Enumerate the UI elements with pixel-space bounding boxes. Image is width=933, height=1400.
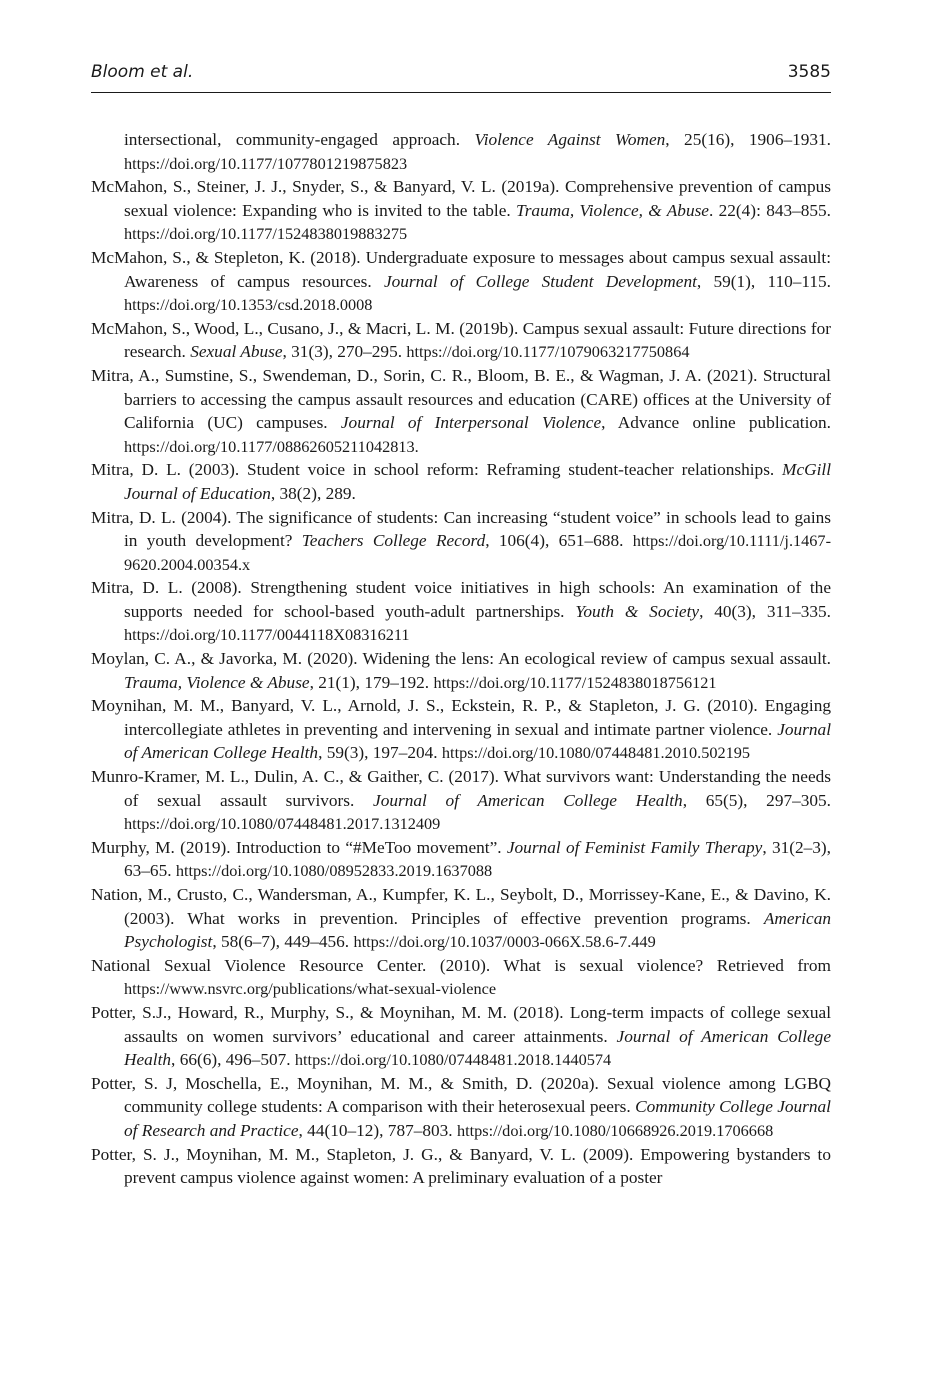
reference-doi: https://doi.org/10.1037/0003-066X.58.6-7.449	[353, 932, 656, 952]
reference-url: https://www.nsvrc.org/publications/what-sexual-violence	[124, 979, 497, 999]
reference-journal: Journal of Feminist Family Therapy	[506, 837, 763, 857]
reference-volume: , 65(5), 297–305.	[682, 790, 831, 810]
reference-entry	[91, 1143, 831, 1190]
reference-text: Munro-Kramer, M. L., Dulin, A. C., & Gaither, C. (2017). What survivors want: Understanding the needs of sexual assault survivors.	[91, 767, 831, 810]
reference-volume: , 59(3), 197–204.	[318, 743, 442, 763]
reference-journal: Sexual Abuse	[190, 342, 283, 362]
reference-entry	[91, 954, 831, 1001]
reference-doi: https://doi.org/10.1177/08862605211042813.	[124, 436, 419, 456]
reference-text: Mitra, A., Sumstine, S., Swendeman, D., Sorin, C. R., Bloom, B. E., & Wagman, J. A. (2021). Structural barriers to accessing the campus assault resources and education (CARE) offices at the University of California (UC) campuses.	[91, 365, 831, 433]
reference-text: Mitra, D. L. (2004). The significance of students: Can increasing “student voice” in schools lead to gains in youth development?	[91, 507, 831, 551]
running-header-author: Bloom et al.	[91, 62, 194, 82]
reference-journal: Teachers College Record	[301, 531, 486, 551]
reference-text: Nation, M., Crusto, C., Wandersman, A., Kumpfer, K. L., Seybolt, D., Morrissey-Kane, E., & Davino, K. (2003). What works in prevention. Principles of effective prevention programs.	[91, 885, 831, 928]
reference-entry	[91, 765, 831, 836]
reference-journal: Journal of Interpersonal Violence	[340, 413, 602, 433]
reference-entry	[91, 175, 831, 246]
reference-entry	[91, 647, 831, 694]
reference-doi: https://doi.org/10.1177/1079063217750864	[406, 342, 690, 362]
reference-text: McMahon, S., Steiner, J. J., Snyder, S., & Banyard, V. L. (2019a). Comprehensive prevention of campus sexual violence: Expanding who is invited to the table.	[91, 177, 831, 220]
reference-journal: Community College Journal of Research and Practice	[124, 1097, 831, 1140]
reference-text: Potter, S.J., Howard, R., Murphy, S., & Moynihan, M. M. (2018). Long-term impacts of college sexual assaults on women survivors’ educational and career attainments.	[91, 1002, 831, 1046]
reference-doi: https://doi.org/10.1177/1524838019883275	[124, 224, 408, 244]
reference-text: Potter, S. J, Moschella, E., Moynihan, M. M., & Smith, D. (2020a). Sexual violence among LGBQ community college students: A comparison with their heterosexual peers.	[91, 1073, 831, 1117]
reference-text: Murphy, M. (2019). Introduction to “#MeToo movement”.	[91, 837, 507, 857]
reference-doi: https://doi.org/10.1080/07448481.2010.502195	[441, 743, 751, 763]
reference-journal: Journal of American College Health	[124, 719, 831, 763]
reference-doi: https://doi.org/10.1080/07448481.2017.1312409	[124, 814, 441, 834]
reference-doi: https://doi.org/10.1177/1524838018756121	[433, 672, 717, 692]
reference-volume: , 106(4), 651–688.	[485, 531, 633, 551]
reference-entry	[91, 458, 831, 505]
page-number: 3585	[787, 62, 831, 82]
reference-entry	[91, 576, 831, 647]
reference-doi: https://doi.org/10.1080/07448481.2018.1440574	[294, 1050, 612, 1070]
reference-volume: . 22(4): 843–855.	[708, 200, 831, 220]
reference-entry	[91, 1001, 831, 1072]
reference-journal: Journal of American College Health	[124, 1026, 831, 1070]
reference-entry	[91, 506, 831, 577]
reference-journal: McGill Journal of Education	[124, 460, 831, 503]
reference-text: National Sexual Violence Resource Center. (2010). What is sexual violence? Retrieved from	[91, 955, 831, 975]
reference-journal: Trauma, Violence, & Abuse	[516, 200, 709, 220]
reference-journal: Journal of American College Health	[373, 790, 683, 810]
reference-volume: , 31(2–3), 63–65.	[124, 837, 831, 881]
reference-doi: https://doi.org/10.1111/j.1467-9620.2004.00354.x	[124, 531, 831, 574]
reference-entry	[91, 1072, 831, 1143]
reference-volume: , 31(3), 270–295.	[282, 342, 407, 362]
reference-doi: https://doi.org/10.1177/1077801219875823	[124, 153, 408, 173]
reference-doi: https://doi.org/10.1353/csd.2018.0008	[124, 295, 373, 315]
running-header	[91, 58, 831, 93]
reference-text: Mitra, D. L. (2003). Student voice in school reform: Reframing student-teacher relationships.	[91, 460, 783, 480]
reference-journal: American Psychologist	[124, 908, 831, 952]
reference-volume: , 44(10–12), 787–803.	[298, 1120, 457, 1140]
reference-entry	[91, 836, 831, 883]
reference-entry	[91, 317, 831, 364]
reference-entry	[91, 128, 831, 175]
reference-entry	[91, 883, 831, 954]
reference-journal: Journal of College Student Development	[383, 271, 697, 291]
reference-volume: , 25(16), 1906–1931.	[665, 130, 831, 149]
reference-text: Potter, S. J., Moynihan, M. M., Stapleton, J. G., & Banyard, V. L. (2009). Empowering bystanders to prevent campus violence against women: A preliminary evaluation of a poster	[91, 1144, 831, 1188]
reference-journal: Trauma, Violence & Abuse	[124, 672, 310, 692]
reference-entry	[91, 694, 831, 765]
reference-journal: Youth & Society	[575, 601, 700, 621]
reference-volume: , 40(3), 311–335.	[699, 601, 831, 621]
reference-text: Mitra, D. L. (2008). Strengthening student voice initiatives in high schools: An examination of the supports needed for school-based youth-adult partnerships.	[91, 578, 831, 621]
reference-text: Moylan, C. A., & Javorka, M. (2020). Widening the lens: An ecological review of campus sexual assault.	[91, 649, 831, 669]
reference-volume: , Advance online publication.	[601, 413, 831, 433]
reference-doi: https://doi.org/10.1177/0044118X08316211	[124, 625, 410, 645]
reference-volume: , 66(6), 496–507.	[171, 1050, 295, 1070]
reference-text: intersectional, community-engaged approach.	[124, 130, 475, 149]
reference-volume: , 59(1), 110–115.	[696, 271, 831, 291]
reference-doi: https://doi.org/10.1080/08952833.2019.1637088	[175, 861, 493, 881]
reference-volume: , 58(6–7), 449–456.	[212, 932, 354, 952]
reference-list	[91, 128, 831, 1190]
reference-journal: Violence Against Women	[474, 130, 666, 149]
reference-entry	[91, 246, 831, 317]
reference-text: McMahon, S., Wood, L., Cusano, J., & Macri, L. M. (2019b). Campus sexual assault: Future directions for research.	[91, 318, 831, 362]
reference-volume: , 21(1), 179–192.	[309, 672, 434, 692]
reference-doi: https://doi.org/10.1080/10668926.2019.1706668	[456, 1120, 774, 1140]
reference-volume: , 38(2), 289.	[270, 483, 356, 503]
reference-text: Moynihan, M. M., Banyard, V. L., Arnold, J. S., Eckstein, R. P., & Stapleton, J. G. (2010). Engaging intercollegiate athletes in preventing and intervening in sexual and intimate partner violence.	[91, 696, 831, 739]
reference-entry	[91, 364, 831, 458]
reference-text: McMahon, S., & Stepleton, K. (2018). Undergraduate exposure to messages about campus sexual assault: Awareness of campus resources.	[91, 247, 831, 291]
